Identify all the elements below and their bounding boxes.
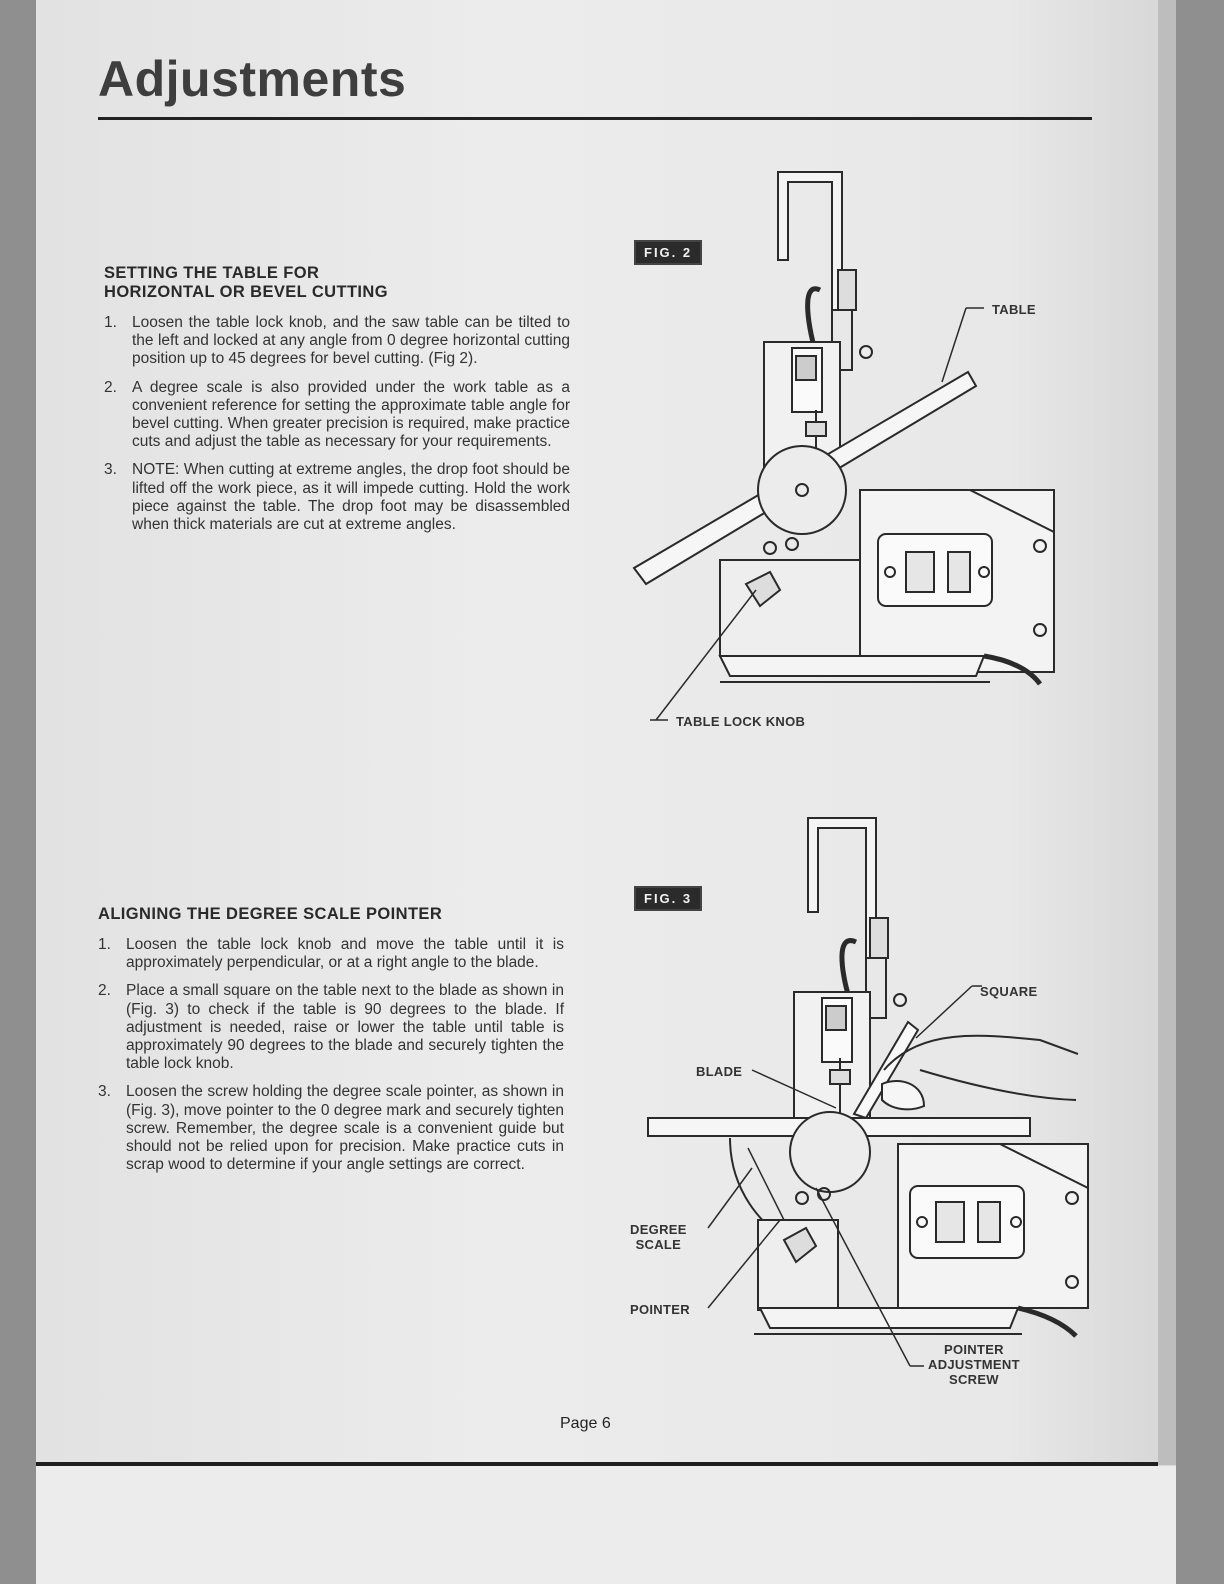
step-item xyxy=(98,982,564,1073)
step-list xyxy=(98,936,564,1174)
figure-label: FIG. 2 xyxy=(634,240,702,265)
step-number: 3. xyxy=(98,1083,111,1101)
step-number: 2. xyxy=(104,378,117,396)
step-text: Place a small square on the table next to the blade as shown in (Fig. 3) to check if the table is 90 degrees to the blade. If adjustment is needed, raise or lower the table until table is approximately 90 degrees to the blade and securely tighten the table lock knob. xyxy=(126,982,564,1073)
section-heading xyxy=(104,264,570,302)
step-item xyxy=(104,314,570,369)
step-text: Loosen the table lock knob and move the table until it is approximately perpendicular, or at a right angle to the blade. xyxy=(126,936,564,972)
step-text: Loosen the screw holding the degree scale pointer, as shown in (Fig. 3), move pointer to the 0 degree mark and securely tighten screw. Remember, the degree scale is a convenient guide but should not be relied upon for precision. Make practice cuts in scrap wood to determine if your angle settings are correct. xyxy=(126,1083,564,1174)
page-title: Adjustments xyxy=(98,51,407,107)
step-number: 1. xyxy=(104,314,117,331)
heading-line-1: SETTING THE TABLE FOR xyxy=(104,264,320,282)
callout-line: POINTER xyxy=(943,1342,1004,1357)
scroll-saw-bevel-illustration xyxy=(620,160,1080,740)
step-item xyxy=(104,461,570,534)
callout-table-lock-knob: TABLE LOCK KNOB xyxy=(676,714,806,729)
callout-line: DEGREE xyxy=(630,1222,687,1237)
step-item xyxy=(98,1083,564,1174)
callout-pointer: POINTER xyxy=(630,1302,690,1317)
step-item xyxy=(104,379,570,452)
callout-pointer-adjustment-screw xyxy=(928,1342,1020,1387)
footer-rule xyxy=(36,1462,1158,1466)
page-edge-shadow xyxy=(1158,0,1176,1465)
title-rule xyxy=(98,117,1092,120)
step-list xyxy=(104,314,570,534)
callout-line: SCALE xyxy=(635,1237,682,1252)
callout-line: SCREW xyxy=(948,1372,999,1387)
callout-square: SQUARE xyxy=(980,984,1038,999)
page-number: Page 6 xyxy=(560,1415,611,1432)
step-text: A degree scale is also provided under the work table as a convenient reference for setting the approximate table angle for bevel cutting. When greater precision is required, make practice cuts and adjust the table as necessary for your requirements. xyxy=(132,378,570,451)
step-number: 3. xyxy=(104,461,117,479)
step-number: 2. xyxy=(98,982,111,1000)
callout-blade: BLADE xyxy=(696,1064,743,1079)
callout-table: TABLE xyxy=(992,302,1036,317)
step-text: Loosen the table lock knob, and the saw table can be tilted to the left and locked at any angle from 0 degree horizontal cutting position up to 45 degrees for bevel cutting. (Fig 2). xyxy=(132,314,570,368)
next-page-edge xyxy=(36,1466,1176,1584)
figure-label: FIG. 3 xyxy=(634,886,702,911)
section-heading: ALIGNING THE DEGREE SCALE POINTER xyxy=(98,905,443,923)
scroll-saw-square-illustration xyxy=(620,808,1090,1388)
heading-line-2: HORIZONTAL OR BEVEL CUTTING xyxy=(104,283,388,301)
section-scale-pointer xyxy=(98,905,564,1184)
callout-degree-scale xyxy=(630,1222,687,1252)
step-text: NOTE: When cutting at extreme angles, the drop foot should be lifted off the work piece, as it will impede cutting. Hold the work piece against the table. The drop foot may be disassembled when thick materials are cut at extreme angles. xyxy=(132,461,570,534)
callout-line: ADJUSTMENT xyxy=(928,1357,1020,1372)
step-item xyxy=(98,936,564,972)
section-table-setting xyxy=(104,264,570,544)
step-number: 1. xyxy=(98,936,111,953)
